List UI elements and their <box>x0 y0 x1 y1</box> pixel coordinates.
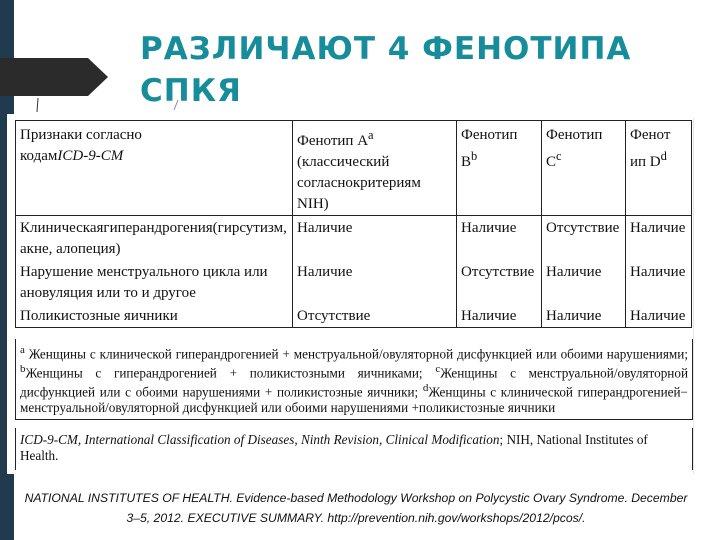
header-b-line1: Фенотип <box>461 127 518 143</box>
header-d-line1: Фенот <box>630 127 671 143</box>
header-a-line3: согласнокритериям <box>297 175 421 191</box>
row-feature: Поликистозные яичники <box>16 304 293 328</box>
citation-line1: NATIONAL INSTITUTES OF HEALTH. Evidence-based Methodology Workshop on Polycystic Ovary Syndrome. December <box>24 491 688 505</box>
row-feature: Клиническаягиперандрогения(гирсутизм, акне, алопеция) <box>16 216 293 261</box>
row-feature: Нарушение менструального цикла или ановуляция или то и другое <box>16 260 293 304</box>
header-phenotype-b <box>457 121 542 216</box>
arrow-tab-shape <box>0 58 108 96</box>
table-header-row <box>16 121 692 216</box>
header-phenotype-a <box>293 121 457 216</box>
header-phenotype-c <box>542 121 626 216</box>
row-value-d: Наличие <box>626 216 692 261</box>
header-b-sup: b <box>471 149 478 163</box>
header-c-line1: Фенотип <box>546 127 603 143</box>
footnote-a-text: Женщины с клинической гиперандрогенией + менструальной/овуляторной дисфункцией или обоими нарушениями; <box>28 346 688 362</box>
slide-title-line2: СПКЯ <box>140 73 242 109</box>
table-row <box>16 216 692 261</box>
citation-line2: 3–5, 2012. EXECUTIVE SUMMARY. http://prevention.nih.gov/workshops/2012/pcos/. <box>126 511 586 525</box>
footnote-c-text: Женщины с менструальной/овуляторной дисфункцией или с обоими нарушениями + поликистозные яичники; <box>20 365 688 400</box>
row-value-c: Наличие <box>542 304 626 328</box>
header-d-sup: d <box>660 149 667 163</box>
row-value-a: Отсутствие <box>293 304 457 328</box>
table-row <box>16 304 692 328</box>
row-value-b: Наличие <box>457 216 542 261</box>
header-a-line1: Фенотип A <box>297 133 369 149</box>
footnote-d-text: Женщины с клинической гиперандрогенией− менструальной/овуляторной дисфункцией или обоими нарушениями +поликистозные яичники <box>20 384 688 415</box>
header-feature <box>16 121 293 216</box>
slide-citation <box>18 488 694 528</box>
header-d-line2: ип D <box>630 154 661 170</box>
decorative-stroke <box>36 98 39 112</box>
slide-title-line1: РАЗЛИЧАЮТ 4 ФЕНОТИПА <box>140 31 632 67</box>
phenotype-table <box>15 120 692 328</box>
row-value-b: Отсутствие <box>457 260 542 304</box>
header-phenotype-d <box>626 121 692 216</box>
document-image <box>7 114 693 474</box>
footnote-b-text: Женщины с гиперандрогенией + поликистозными яичниками; <box>25 365 423 381</box>
header-a-line2: (классический <box>297 154 390 170</box>
header-feature-line2: кодам <box>20 148 58 164</box>
header-c-line2: C <box>546 154 557 170</box>
footnote-d-mark: d <box>422 381 429 394</box>
header-a-line4: NIH) <box>297 196 329 212</box>
slide-title <box>140 28 680 112</box>
abbreviation-note-rest: ; NIH, National Institutes of Health. <box>20 432 648 463</box>
row-value-c: Наличие <box>542 260 626 304</box>
header-a-sup: a <box>368 128 374 142</box>
row-value-a: Наличие <box>293 216 457 261</box>
row-value-c: Отсутствие <box>542 216 626 261</box>
header-feature-line1: Признаки согласно <box>20 127 142 143</box>
abbreviation-note-italic: ICD-9-CM, International Classification of Diseases, Ninth Revision, Clinical Modification <box>20 432 500 447</box>
row-value-d: Наличие <box>626 304 692 328</box>
row-value-b: Наличие <box>457 304 542 328</box>
table-row <box>16 260 692 304</box>
abbreviation-note <box>15 428 693 470</box>
header-c-sup: c <box>556 149 562 163</box>
footnote-a-mark: a <box>20 344 25 356</box>
header-b-line2: B <box>461 154 472 170</box>
header-feature-code: ICD-9-CM <box>57 148 124 164</box>
table-footnotes <box>15 339 693 420</box>
row-value-a: Наличие <box>293 260 457 304</box>
footnote-b-mark: b <box>20 362 26 375</box>
footnote-c-mark: c <box>435 362 441 375</box>
row-value-d: Наличие <box>626 260 692 304</box>
